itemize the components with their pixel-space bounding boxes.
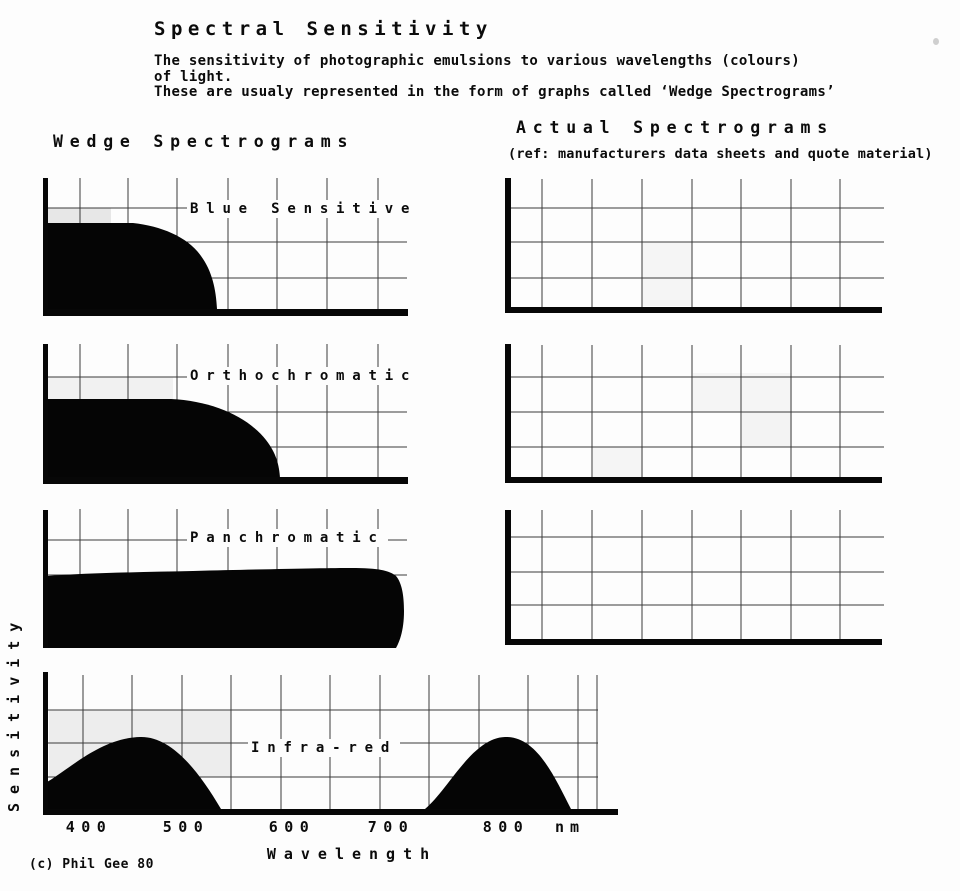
scan-speck (933, 38, 939, 45)
orthochromatic-label: Orthochromatic (187, 367, 420, 385)
x-tick-400: 400 (65, 818, 113, 836)
x-tick-600: 600 (268, 818, 316, 836)
infra-red-label: Infra-red (248, 739, 400, 757)
intro-line-2: of light. (154, 68, 233, 85)
wedge-spectrogram-orthochromatic (43, 343, 413, 485)
actual-spectrogram-grid-1 (505, 177, 885, 313)
page-title: Spectral Sensitivity (154, 18, 493, 40)
wedge-spectrograms-heading: Wedge Spectrograms (53, 132, 355, 151)
panchromatic-label: Panchromatic (187, 529, 388, 547)
x-tick-700: 700 (367, 818, 415, 836)
y-axis-label: Sensitivity (5, 613, 23, 812)
actual-spectrogram-grid-3 (505, 508, 885, 645)
x-axis-label: Wavelength (266, 845, 438, 863)
blue-sensitive-label: Blue Sensitive (187, 200, 420, 218)
wedge-spectrogram-blue-sensitive (43, 177, 413, 317)
x-tick-800: 800 (482, 818, 530, 836)
intro-text (154, 54, 835, 101)
copyright-credit: (c) Phil Gee 80 (29, 857, 154, 872)
reference-note: (ref: manufacturers data sheets and quote material) (508, 146, 933, 162)
x-axis-unit: nm (554, 818, 586, 836)
actual-spectrogram-grid-2 (505, 343, 885, 483)
intro-line-1: The sensitivity of photographic emulsions to various wavelengths (colours) (154, 53, 800, 69)
intro-line-3: These are usualy represented in the form of graphs called ‘Wedge Spectrograms’ (154, 84, 835, 100)
actual-spectrograms-heading: Actual Spectrograms (516, 118, 834, 137)
x-tick-500: 500 (162, 818, 210, 836)
